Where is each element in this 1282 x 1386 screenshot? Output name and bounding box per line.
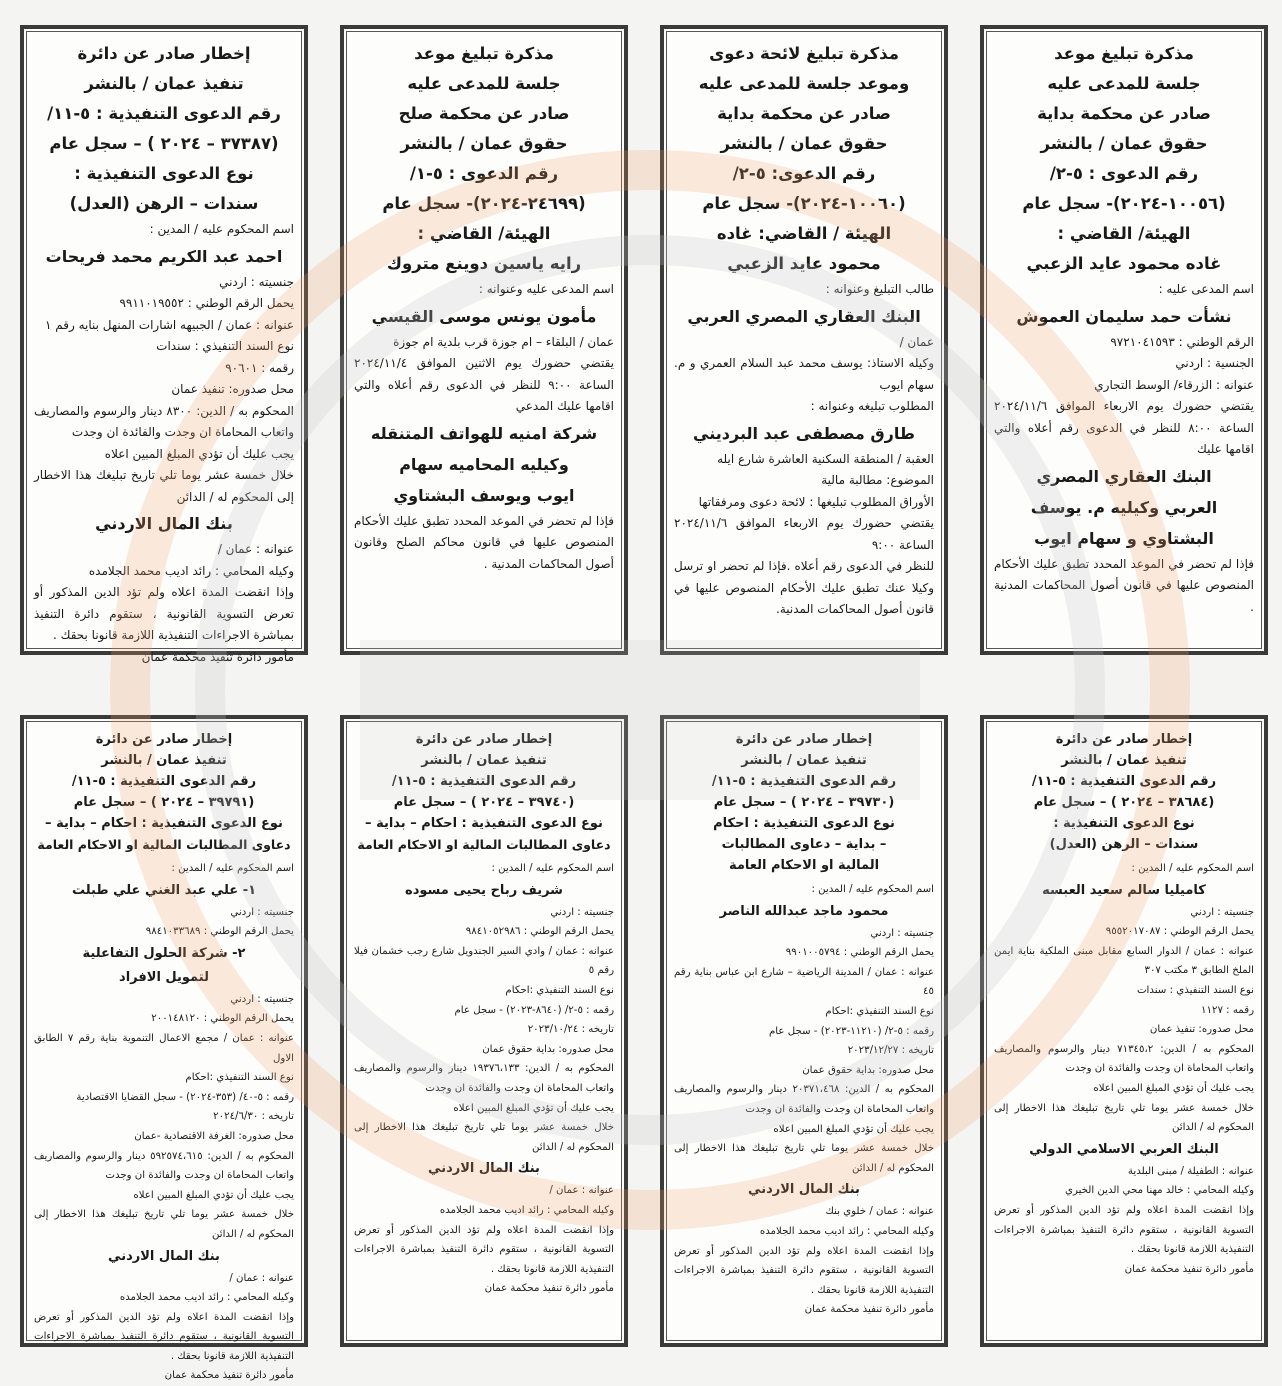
notice-body-text: تاريخه : ٢٠٢٤/٦/٣٠ — [213, 1111, 294, 1123]
notice-party-name: محمود ماجد عبدالله الناصر — [719, 903, 889, 919]
notice-body-text: وكيله المحامي : رائد اديب محمد الجلامده — [119, 1292, 294, 1304]
notice-body-text: يقتضي حضورك يوم الاربعاء الموافق ٢٠٢٤/١١/٦ الساعة ٩:٠٠ — [674, 516, 934, 552]
notice-body-text: عنوانه : عمان / خلوي بنك — [825, 1206, 934, 1218]
notice-heading-line: مذكرة تبليغ موعد — [1054, 44, 1194, 63]
notice-heading-line: رقم الدعوى التنفيذية : ٥-١١/ — [71, 774, 257, 789]
notice-body-text: يجب عليك أن تؤدي المبلغ المبين اعلاه — [133, 1189, 294, 1201]
notice-body-text: نوع السند التنفيذي : سندات — [156, 339, 294, 353]
notice-body-text: المحكوم به / الدين: ٢٠٣٧١،٤٦٨ دينار والرسوم والمصاريف واتعاب المحاماة ان وجدت والفائدة ان وجدت — [674, 1084, 934, 1115]
notice-party-name: بنك المال الاردني — [748, 1182, 860, 1198]
notice-party-name: مأمون يونس موسى القيسي — [371, 306, 597, 326]
notice-party-name: وكيليه المحاميه سهام — [399, 454, 569, 474]
notice-body-text: عنوانه : عمان / المدينة الرياضية – شارع ابن عباس بناية رقم ٤٥ — [674, 966, 934, 998]
notice-party-name: البنك العربي الاسلامي الدولي — [1029, 1141, 1219, 1157]
notice-body-text: محل صدوره: الغرفة الاقتصادية -عمان — [134, 1130, 294, 1142]
notice-heading-line: (٢٤٦٩٩-٢٠٢٤)- سجل عام — [382, 194, 586, 213]
notice-heading-line: – بداية – دعاوى المطالبات — [721, 837, 887, 852]
notice-party-name: بنك المال الاردني — [108, 1248, 220, 1264]
notice-body-text: وإذا انقضت المدة اعلاه ولم تؤد الدين المذكور أو تعرض التسوية القانونية ، ستقوم دائرة التنفيذ بمباشرة الاجراءات التنفيذية اللازمة قانونا بحقك . — [674, 1245, 934, 1296]
notice-heading-line: رقم الدعوى التنفيذية : ٥-١١/ — [711, 774, 897, 789]
notice-body-text: فإذا لم تحضر في الموعد المحدد تطبق عليك الأحكام المنصوص عليها في قانون محاكم الصلح وقانون أصول المحاكمات المدنية . — [354, 513, 614, 571]
notice-heading-line: إخطار صادر عن دائرة — [95, 732, 233, 747]
notice-heading-line: جلسة للمدعى عليه — [1047, 74, 1201, 93]
notice-body-text: المحكوم به / الدين: ٧١٣٤٥،٢ دينار والرسوم والمصاريف واتعاب المحاماة ان وجدت والفائدة ان وجدت — [994, 1043, 1254, 1075]
notice-body-text: تاريخه : ٢٠٢٣/١٠/٢٤ — [527, 1024, 614, 1036]
notice-body-text: وكيله الاستاذ: يوسف محمد عبد السلام العمري و م. سهام ايوب — [674, 356, 934, 392]
notice-body-text: خلال خمسة عشر يوما تلي تاريخ تبليغك هذا الاخطار إلى المحكوم له / الدائن — [34, 1209, 294, 1240]
notice-heading-line: تنفيذ عمان / بالنشر — [741, 753, 867, 768]
notice-party-name: ٢- شركة الحلول التفاعلية — [82, 945, 246, 961]
notice-heading-line: غاده محمود عايد الزعبي — [1026, 254, 1222, 273]
notice-heading-line: صادر عن محكمة صلح — [398, 104, 570, 123]
notice-body-text: خلال خمسة عشر يوما تلي تاريخ تبليغك هذا الاخطار إلى المحكوم له / الدائن — [674, 1143, 934, 1174]
notice-heading-line: حقوق عمان / بالنشر — [1040, 134, 1208, 153]
notice-heading-line: (١٠٠٥٦-٢٠٢٤)- سجل عام — [1022, 194, 1226, 213]
notice-heading-line: مذكرة تبليغ لائحة دعوى — [709, 44, 899, 63]
notice-body-text: اسم المحكوم عليه / المدين : — [811, 884, 934, 895]
legal-notice — [660, 715, 948, 1347]
notice-body-text: يحمل الرقم الوطني : ٩٩٠١٠٠٥٧٩٤ — [785, 947, 934, 959]
notice-party-name: احمد عبد الكريم محمد فريحات — [45, 246, 283, 266]
notice-body-text: يحمل الرقم الوطني : ٩٨٤١٠٥٢٩٨٦ — [465, 926, 614, 938]
notice-body-text: عنوانه : عمان / — [549, 1185, 614, 1197]
notice-body-text: الرقم الوطني : ٩٧٢١٠٤١٥٩٣ — [1110, 334, 1254, 349]
notice-body-text: نوع السند التنفيذي :احكام — [825, 1005, 934, 1017]
notice-body-text: وكيله المحامي : رائد اديب محمد الجلامده — [88, 563, 294, 578]
notice-body-text: وإذا انقضت المدة اعلاه ولم تؤد الدين المذكور أو تعرض التسوية القانونية ، ستقوم دائرة التنفيذ بمباشرة الاجراءات التنفيذية اللازمة قانونا بحقك . — [994, 1204, 1254, 1256]
notice-party-name: البنك العقاري المصري العربي — [687, 306, 921, 326]
notice-body-text: يقتضي حضورك يوم الاربعاء الموافق ٢٠٢٤/١١/٦ الساعة ٨:٠٠ للنظر في الدعوى رقم أعلاه والتي اقامها عليك — [994, 399, 1254, 456]
notice-heading-line: رقم الدعوى : ٥-١/ — [409, 164, 559, 183]
notice-heading-line: رقم الدعوى: ٥-٢/ — [732, 164, 876, 183]
notice-heading-line: جلسة للمدعى عليه — [407, 74, 561, 93]
notice-body-text: عمان / البلقاء – ام جوزة قرب بلدية ام جوزة — [393, 334, 614, 349]
notice-heading-line: (٣٩٧٩١ – ٢٠٢٤ ) – سجل عام — [73, 795, 255, 810]
notice-heading-line: الهيئة/ القاضي : — [417, 224, 551, 243]
notice-body-text: محل صدوره: بداية حقوق عمان — [482, 1043, 614, 1055]
notice-heading-line: إخطار صادر عن دائرة — [735, 732, 873, 747]
notice-heading-line: رقم الدعوى التنفيذية : ٥-١١/ — [391, 774, 577, 789]
notice-body-text: يحمل الرقم الوطني : ٩٨٤١٠٣٣٦٨٩ — [145, 926, 294, 938]
notice-body-text: للنظر في الدعوى رقم أعلاه .فإذا لم تحضر او ترسل وكيلا عنك تطبق عليك الأحكام المنصوص عليها في قانون أصول المحاكمات المدنية. — [674, 559, 934, 616]
notice-body-text: تاريخه : ٢٠٢٣/١٢/٢٧ — [847, 1045, 934, 1057]
notice-body-text: المحكوم به / الدين: ٨٣٠٠ دينار والرسوم والمصاريف واتعاب المحاماة ان وجدت والفائدة ان وجدت — [34, 403, 294, 439]
notice-body-text: اسم المدعى عليه وعنوانه : — [478, 282, 614, 296]
notice-body-text: عنوانه : الطفيلة / مبنى البلدية — [1127, 1165, 1254, 1177]
notice-heading-line: نوع الدعوى التنفيذية : احكام – بداية – — [365, 816, 603, 831]
notice-heading-line: رايه ياسين دوينع متروك — [386, 254, 582, 273]
notice-party-name: ايوب ويوسف البشتاوي — [393, 485, 575, 505]
notice-body-text: خلال خمسة عشر يوما تلي تاريخ تبليغك هذا الاخطار إلى المحكوم له / الدائن — [354, 1122, 614, 1153]
notice-body-text: مأمور دائرة تنفيذ محكمة عمان — [484, 1283, 614, 1295]
notice-heading-line: تنفيذ عمان / بالنشر — [1061, 753, 1187, 768]
notice-body-text: المطلوب تبليغه وعنوانه : — [810, 399, 934, 413]
notice-heading-line: نوع الدعوى التنفيذية : — [74, 164, 254, 183]
notice-body-text: وإذا انقضت المدة اعلاه ولم تؤد الدين المذكور أو تعرض التسوية القانونية ، ستقوم دائرة التنفيذ بمباشرة الاجراءات التنفيذية اللازمة قانونا بحقك . — [354, 1224, 614, 1275]
notice-body-text: وإذا انقضت المدة اعلاه ولم تؤد الدين المذكور أو تعرض التسوية القانونية ، ستقوم دائرة التنفيذ بمباشرة الاجراءات التنفيذية اللازمة قانونا بحقك . — [34, 585, 294, 642]
notice-party-name: نشأت حمد سليمان العموش — [1016, 306, 1232, 326]
notice-body-text: العقبة / المنطقة السكنية العاشرة شارع ايله — [717, 451, 934, 466]
notice-body-text: عنوانه : عمان / الجبيهه اشارات المنهل بنايه رقم ١ — [44, 317, 294, 332]
notice-body-text: محل صدوره: بداية حقوق عمان — [802, 1064, 934, 1076]
notice-body-text: يجب عليك أن تؤدي المبلغ المبين اعلاه — [104, 446, 294, 461]
notice-body-text: عنوانه : الزرقاء/ الوسط التجاري — [1094, 377, 1254, 392]
notice-body-text: يجب عليك أن تؤدي المبلغ المبين اعلاه — [1093, 1082, 1254, 1094]
notice-body-text: عنوانه : عمان / وادي السير الجندويل شارع رجب خشمان فيلا رقم ٥ — [354, 945, 614, 977]
notice-body-text: اسم المدعى عليه : — [1158, 282, 1254, 296]
notice-party-name: شركة امنيه للهواتف المتنقله — [370, 423, 598, 443]
notice-body-text: وكيله المحامي : رائد اديب محمد الجلامده — [759, 1225, 934, 1237]
notice-heading-line: (٣٩٧٤٠ – ٢٠٢٤ ) – سجل عام — [393, 795, 575, 810]
notice-heading-line: وموعد جلسة للمدعى عليه — [698, 74, 910, 93]
notice-heading-line: صادر عن محكمة بداية — [717, 104, 891, 123]
notice-body-text: اسم المحكوم عليه / المدين : — [149, 222, 294, 236]
notice-heading-line: حقوق عمان / بالنشر — [720, 134, 888, 153]
notice-heading-line: نوع الدعوى التنفيذية : — [1053, 816, 1195, 831]
notice-body-text: جنسيته : اردني — [550, 906, 614, 918]
notice-heading-line: مذكرة تبليغ موعد — [414, 44, 554, 63]
notice-heading-line: تنفيذ عمان / بالنشر — [101, 753, 227, 768]
notice-heading-line: إخطار صادر عن دائرة — [77, 44, 251, 63]
notice-heading-line: إخطار صادر عن دائرة — [415, 732, 553, 747]
notice-heading-line: تنفيذ عمان / بالنشر — [421, 753, 547, 768]
notice-heading-line: رقم الدعوى التنفيذية : ٥-١١/ — [1031, 774, 1217, 789]
notice-heading-line: إخطار صادر عن دائرة — [1055, 732, 1193, 747]
notice-heading-line: سندات – الرهن (العدل) — [1049, 837, 1199, 852]
notice-body-text: يحمل الرقم الوطني : ٢٠٠١٤٨١٢٠ — [151, 1013, 294, 1025]
notice-party-name: البشتاوي و سهام ايوب — [1034, 528, 1214, 548]
notice-body-text: يجب عليك أن تؤدي المبلغ المبين اعلاه — [773, 1123, 934, 1135]
notice-body-text: جنسيته : اردني — [870, 927, 934, 939]
notice-heading-line: نوع الدعوى التنفيذية : احكام – بداية – — [45, 816, 283, 831]
notice-body-text: اسم المحكوم عليه / المدين : — [1131, 863, 1254, 874]
notice-body-text: فإذا لم تحضر في الموعد المحدد تطبق عليك الأحكام المنصوص عليها في قانون أصول المحاكمات المدنية . — [994, 556, 1254, 614]
notice-body-text: جنسيته : اردني — [230, 906, 294, 918]
legal-notice — [980, 25, 1268, 655]
notice-body-text: نوع السند التنفيذي :احكام — [185, 1072, 294, 1084]
notice-body-text: جنسيته : اردني — [1190, 906, 1254, 918]
notice-body-text: يجب عليك أن تؤدي المبلغ المبين اعلاه — [453, 1102, 614, 1114]
notice-heading-line: (٣٨٦٨٤ – ٢٠٢٤ ) – سجل عام — [1033, 795, 1215, 810]
notice-heading-line: تنفيذ عمان / بالنشر — [84, 74, 244, 93]
notice-body-text: الموضوع: مطالبة مالية — [821, 473, 934, 487]
notice-heading-line: دعاوى المطالبات المالية او الاحكام العامة — [357, 837, 611, 852]
notice-party-name: ١- علي عبد الغني علي طبلت — [71, 882, 257, 898]
notice-body-text: المحكوم به / الدين: ١٩٣٧٦،١٣٣ دينار والرسوم والمصاريف واتعاب المحاماة ان وجدت والفائدة ان وجدت — [354, 1063, 614, 1094]
notice-body-text: وإذا انقضت المدة اعلاه ولم تؤد الدين المذكور أو تعرض التسوية القانونية ، ستقوم دائرة التنفيذ بمباشرة الاجراءات التنفيذية اللازمة قانونا بحقك . — [34, 1311, 294, 1362]
notice-body-text: مأمور دائرة تنفيذ محكمة عمان — [164, 1370, 294, 1382]
notice-party-name: البنك العقاري المصري — [1036, 466, 1212, 486]
notice-heading-line: حقوق عمان / بالنشر — [400, 134, 568, 153]
notice-party-name: العربي وكيليه م. يوسف — [1030, 497, 1218, 517]
notice-heading-line: (٣٧٣٨٧ – ٢٠٢٤ ) – سجل عام — [49, 134, 279, 153]
notice-body-text: المحكوم به / الدين: ٥٩٢٥٧٤،٦١٥ دينار والرسوم والمصاريف واتعاب المحاماة ان وجدت والفائدة ان وجدت — [34, 1150, 295, 1182]
notice-heading-line: (٣٩٧٣٠ – ٢٠٢٤ ) – سجل عام — [713, 795, 895, 810]
notice-party-name: بنك المال الاردني — [95, 514, 233, 533]
notice-body-text: محل صدوره: تنفيذ عمان — [1149, 1024, 1254, 1036]
notice-body-text: يحمل الرقم الوطني : ٩٥٥٢٠١٧٠٨٧ — [1105, 926, 1254, 938]
notice-body-text: وكيله المحامي : رائد اديب محمد الجلامده — [439, 1204, 614, 1216]
legal-notice — [660, 25, 948, 655]
notice-body-text: محل صدوره: تنفيذ عمان — [171, 382, 294, 396]
notice-body-text: طالب التبليغ وعنوانه : — [825, 282, 934, 296]
legal-notice — [20, 715, 308, 1382]
notice-body-text: عنوانه : عمان / — [217, 542, 294, 556]
notice-heading-line: الهيئة / القاضي: غاده — [716, 224, 892, 243]
notice-heading-line: المالية او الاحكام العامة — [728, 858, 880, 873]
notice-body-text: عنوانه : عمان / مجمع الاعمال التنموية بناية رقم ٧ الطابق الاول — [34, 1032, 294, 1064]
notice-heading-line: رقم الدعوى : ٥-٢/ — [1049, 164, 1199, 183]
notice-body-text: عمان / — [899, 334, 934, 349]
notice-heading-line: (١٠٠٦٠-٢٠٢٤)- سجل عام — [702, 194, 906, 213]
notice-body-text: نوع السند التنفيذي :احكام — [505, 984, 614, 996]
notice-heading-line: رقم الدعوى التنفيذية : ٥-١١/ — [47, 104, 281, 123]
notice-body-text: رقمه : ١١٢٧ — [1201, 1004, 1254, 1016]
notice-body-text: اسم المحكوم عليه / المدين : — [491, 863, 614, 874]
notice-body-text: مأمور دائرة تنفيذ محكمة عمان — [804, 1304, 934, 1316]
notice-body-text: عنوانه : عمان / — [229, 1272, 294, 1284]
legal-notice — [980, 715, 1268, 1347]
notice-heading-line: صادر عن محكمة بداية — [1037, 104, 1211, 123]
notice-body-text: خلال خمسة عشر يوما تلي تاريخ تبليغك هذا الاخطار إلى المحكوم له / الدائن — [34, 468, 294, 504]
notice-body-text: يحمل الرقم الوطني : ٩٩١١٠١٩٥٥٢ — [119, 296, 294, 310]
notice-body-text: وكيله المحامي : خالد مهنا محي الدين الخيري — [1065, 1185, 1254, 1197]
notice-party-name: كاميليا سالم سعيد العبسه — [1042, 882, 1206, 898]
notice-body-text: رقمه : ٥-٢/ (٨٦٤٠-٢٠٢٣) - سجل عام — [454, 1004, 614, 1016]
notice-body-text: عنوانه : عمان / الدوار السابع مقابل مبنى الملكية بناية ايمن الملخ الطابق ٣ مكتب ٣٠٧ — [994, 945, 1254, 977]
notice-party-name: بنك المال الاردني — [428, 1161, 540, 1177]
notice-body-text: جنسيته : اردني — [230, 993, 294, 1005]
notice-body-text: رقمه : ٩٠٦٠١ — [225, 360, 294, 375]
notice-body-text: رقمه : ٥-٢/ (١١٢١٠-٢٠٢٣) - سجل عام — [769, 1025, 934, 1037]
notice-body-text: مأمور دائرة تنفيذ محكمة عمان — [1124, 1263, 1254, 1275]
notice-heading-line: دعاوى المطالبات المالية او الاحكام العامة — [37, 837, 291, 852]
notice-body-text: رقمه : ٥-٤٠/ (٣٥٣-٢٠٢٤) - سجل القضايا الاقتصادية — [76, 1091, 294, 1103]
notice-body-text: الجنسية : اردني — [1175, 356, 1254, 370]
legal-notice — [20, 25, 308, 664]
notice-body-text: نوع السند التنفيذي : سندات — [1136, 984, 1254, 996]
notice-heading-line: الهيئة/ القاضي : — [1057, 224, 1191, 243]
notice-party-name: لتمويل الافراد — [119, 969, 209, 985]
notice-party-name: طارق مصطفى عبد البرديني — [693, 423, 915, 443]
notice-body-text: خلال خمسة عشر يوما تلي تاريخ تبليغك هذا الاخطار إلى المحكوم له / الدائن — [994, 1102, 1254, 1134]
notice-body-text: الأوراق المطلوب تبليغها : لائحة دعوى ومرفقاتها — [698, 494, 934, 509]
notice-body-text: اسم المحكوم عليه / المدين : — [171, 863, 294, 874]
notice-body-text: مأمور دائرة تنفيذ محكمة عمان — [141, 649, 294, 664]
notice-heading-line: محمود عايد الزعبي — [727, 254, 881, 273]
notice-party-name: شريف رباح يحيى مسوده — [405, 882, 563, 898]
notice-body-text: جنسيته : اردني — [219, 274, 294, 289]
legal-notice — [340, 715, 628, 1347]
notice-body-text: يقتضي حضورك يوم الاثنين الموافق ٢٠٢٤/١١/٤ الساعة ٩:٠٠ للنظر في الدعوى رقم أعلاه والتي اقامها عليك المدعي — [354, 356, 614, 413]
notice-heading-line: نوع الدعوى التنفيذية : احكام — [713, 816, 895, 831]
legal-notice — [340, 25, 628, 655]
notice-heading-line: سندات – الرهن (العدل) — [69, 194, 259, 213]
